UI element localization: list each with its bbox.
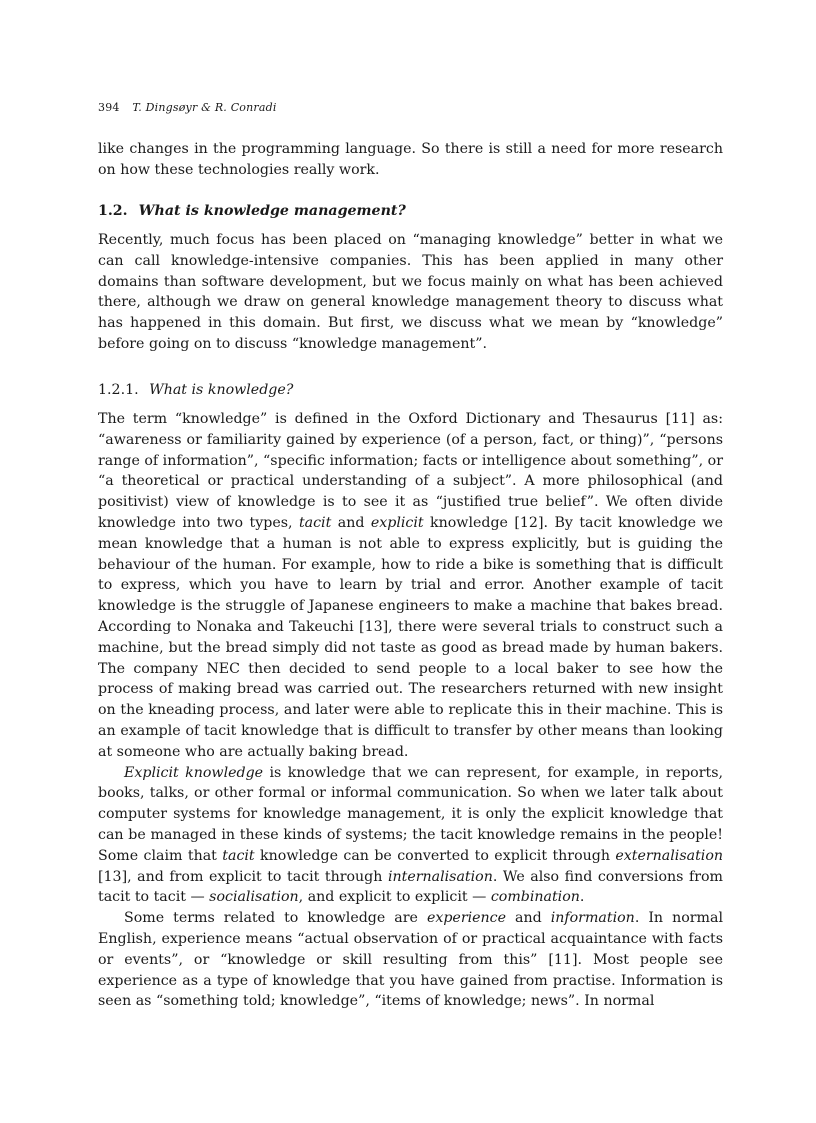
paragraph-explicit-knowledge: [98, 763, 723, 909]
emphasis-tacit: tacit: [298, 514, 332, 531]
running-head-authors: T. Dingsøyr & R. Conradi: [132, 101, 277, 114]
paragraph-related-terms: [98, 908, 723, 1012]
section-paragraph: Recently, much focus has been placed on “managing knowledge” better in what we can call knowledge-intensive companies. This has been applied in many other domains than software development, but we focus mainly on what has been achieved there, although we draw on general knowledge management theory to discuss what has happened in this domain. But first, we discuss what we mean by “knowledge” before going on to discuss “knowledge management”.: [98, 232, 723, 352]
running-head: [98, 101, 277, 114]
text-run: knowledge can be converted to explicit through: [254, 847, 616, 864]
emphasis-internalisation: internalisation: [387, 868, 493, 885]
paragraph-knowledge-definition: [98, 409, 723, 763]
emphasis-combination: combination: [490, 889, 580, 906]
intro-paragraph: like changes in the programming language. So there is still a need for more research on how these technologies really work.: [98, 141, 723, 178]
subsection-title: What is knowledge?: [149, 382, 294, 398]
emphasis-explicit: explicit: [370, 514, 424, 531]
subsection-number: 1.2.1.: [98, 382, 139, 398]
text-run: is knowledge that we can represent, for example, in reports, books, talks, or other formal or informal communication. So when we later talk about computer systems for knowledge management, it is only the explicit knowledge that can be managed in these kinds of systems; the tacit knowledge remains in the people! Some claim that: [98, 764, 723, 864]
section-heading: [98, 203, 406, 219]
intro-paragraph-block: [98, 139, 723, 181]
emphasis-information: information: [550, 910, 635, 927]
text-run: , and explicit to explicit —: [298, 889, 491, 906]
emphasis-externalisation: externalisation: [615, 847, 723, 864]
text-run: . In normal English, experience means “actual observation of or practical acquaintance with facts or events”, or “knowledge or skill resulting from this” [11]. Most people see experience as a type of knowledge that you have gained from practise. Information is seen as “something told; knowledge”, “items of knowledge; news”. In normal: [98, 910, 723, 1010]
text-run: [13], and from explicit to tacit through: [98, 868, 388, 885]
subsection-body: [98, 409, 723, 1012]
page-number: 394: [98, 101, 120, 114]
emphasis-tacit: tacit: [222, 847, 255, 864]
text-run: .: [579, 889, 585, 906]
text-run: Some terms related to knowledge are: [124, 910, 427, 927]
text-run: . We also find conversions from tacit to tacit —: [98, 868, 723, 906]
text-run: The term “knowledge” is defined in the Oxford Dictionary and Thesaurus [11] as: “awareness or familiarity gained by experience (of a person, fact, or thing)”, “persons range of information”, “specific information; facts or intelligence about something”, or “a theoretical or practical understanding of a subject”. A more philosophical (and positivist) view of knowledge is to see it as “justified true belief”. We often divide knowledge into two types,: [98, 411, 723, 531]
subsection-heading: [98, 382, 293, 398]
section-title: What is knowledge management?: [138, 203, 406, 219]
section-number: 1.2.: [98, 203, 128, 219]
text-run: and: [506, 910, 551, 927]
text-run: and: [331, 514, 371, 531]
emphasis-explicit-knowledge: Explicit knowledge: [124, 764, 264, 781]
emphasis-socialisation: socialisation: [209, 889, 299, 906]
section-paragraph-block: [98, 230, 723, 355]
text-run: knowledge [12]. By tacit knowledge we mean knowledge that a human is not able to express explicitly, but is guiding the behaviour of the human. For example, how to ride a bike is something that is difficult to express, which you have to learn by trial and error. Another example of tacit knowledge is the struggle of Japanese engineers to make a machine that bakes bread. According to Nonaka and Takeuchi [13], there were several trials to construct such a machine, but the bread simply did not taste as good as bread made by human bakers. The company NEC then decided to send people to a local baker to see how the process of making bread was carried out. The researchers returned with new insight on the kneading process, and later were able to replicate this in their machine. This is an example of tacit knowledge that is difficult to transfer by other means than looking at someone who are actually baking bread.: [98, 514, 723, 760]
emphasis-experience: experience: [426, 910, 507, 927]
